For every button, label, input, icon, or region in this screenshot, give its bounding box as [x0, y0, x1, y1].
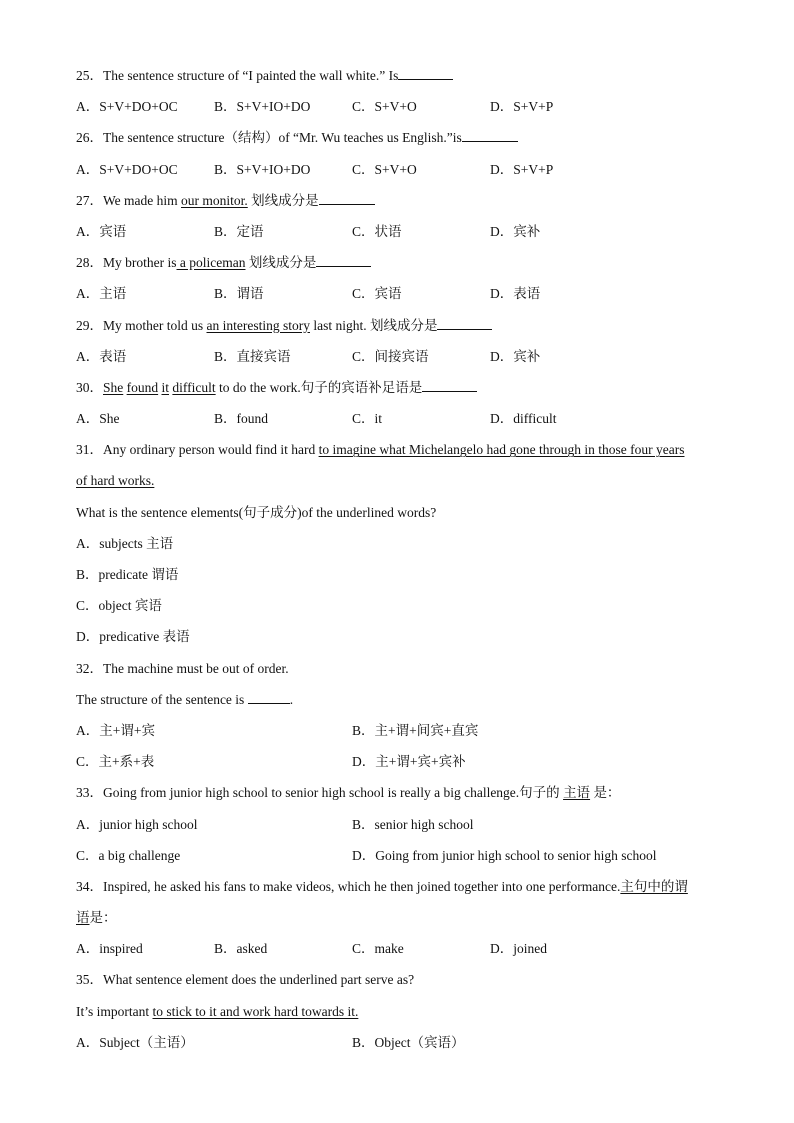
- question-number: 30．: [76, 379, 103, 395]
- option-c[interactable]: C．主+系+表: [76, 754, 155, 770]
- underlined-subject: She: [103, 379, 124, 395]
- question-28: [76, 247, 726, 278]
- underlined-part: a policeman: [176, 255, 246, 271]
- option-b[interactable]: B．predicate 谓语: [76, 567, 179, 582]
- options-25: [76, 91, 726, 122]
- options-34: [76, 933, 726, 964]
- underlined-part: 主语: [563, 785, 591, 801]
- options-28: [76, 278, 726, 309]
- option-c[interactable]: C．make: [352, 941, 404, 957]
- option-d[interactable]: D．宾补: [490, 223, 541, 239]
- option-b[interactable]: B．S+V+IO+DO: [214, 161, 311, 177]
- question-30: [76, 372, 726, 403]
- option-b[interactable]: B．asked: [214, 941, 268, 957]
- underlined-part: our monitor.: [181, 192, 248, 208]
- question-number: 28．: [76, 255, 103, 271]
- question-text: Inspired, he asked his fans to make videos, which he then joined together into one performance.: [103, 878, 621, 894]
- option-a[interactable]: A．表语: [76, 348, 127, 364]
- underlined-part-continued: of hard works.: [76, 473, 155, 489]
- option-a[interactable]: A．宾语: [76, 223, 127, 239]
- options-33-row1: [76, 809, 726, 840]
- question-31: [76, 434, 726, 465]
- option-c[interactable]: C．宾语: [352, 286, 402, 302]
- option-b[interactable]: B．Object（宾语）: [352, 1034, 465, 1050]
- options-33-row2: [76, 840, 726, 871]
- question-text: My brother is: [103, 255, 177, 271]
- option-c[interactable]: C．object 宾语: [76, 598, 162, 614]
- underlined-part: to stick to it and work hard towards it.: [152, 1003, 359, 1019]
- option-d[interactable]: D．表语: [490, 286, 541, 302]
- option-a[interactable]: A．subjects 主语: [76, 535, 174, 551]
- option-31-d[interactable]: [76, 621, 726, 652]
- question-number: 33．: [76, 785, 103, 801]
- question-text-tail: last night. 划线成分是: [309, 317, 438, 333]
- prompt-text: What is the sentence elements(句子成分)of the underlined words?: [76, 504, 437, 520]
- answer-blank[interactable]: [437, 315, 492, 330]
- option-a[interactable]: A．S+V+DO+OC: [76, 161, 178, 177]
- options-29: [76, 341, 726, 372]
- question-34: [76, 871, 726, 902]
- option-a[interactable]: A．junior high school: [76, 816, 198, 832]
- question-text-tail: 划线成分是: [247, 192, 319, 208]
- option-a[interactable]: A．inspired: [76, 941, 143, 957]
- question-text-tail: 划线成分是: [245, 255, 317, 271]
- option-31-c[interactable]: [76, 590, 726, 621]
- option-c[interactable]: C．状语: [352, 223, 402, 239]
- question-text-tail: to do the work.句子的宾语补足语是: [215, 379, 423, 395]
- question-text-tail: 是：: [590, 785, 621, 801]
- question-number: 34．: [76, 878, 103, 894]
- worksheet: [76, 60, 726, 1058]
- underlined-verb: found: [126, 379, 159, 395]
- question-number: 29．: [76, 317, 103, 333]
- option-31-a[interactable]: [76, 528, 726, 559]
- answer-blank[interactable]: [398, 65, 453, 80]
- question-26: [76, 122, 726, 153]
- question-text: Going from junior high school to senior high school is really a big challenge.句子的: [103, 785, 564, 801]
- option-a[interactable]: A．S+V+DO+OC: [76, 99, 178, 115]
- question-text: We made him: [103, 192, 182, 208]
- option-d[interactable]: D．difficult: [490, 411, 557, 427]
- question-number: 25．: [76, 68, 103, 83]
- option-c[interactable]: C．S+V+O: [352, 161, 417, 177]
- option-d[interactable]: D．宾补: [490, 348, 541, 364]
- question-27: [76, 185, 726, 216]
- option-b[interactable]: B．谓语: [214, 286, 264, 302]
- question-35: [76, 964, 726, 995]
- option-a[interactable]: A．She: [76, 411, 120, 427]
- option-a[interactable]: A．主+谓+宾: [76, 722, 155, 738]
- question-33: [76, 777, 726, 808]
- question-25: [76, 60, 726, 91]
- option-d[interactable]: D．S+V+P: [490, 161, 554, 177]
- question-number: 32．: [76, 660, 103, 676]
- option-d[interactable]: D．predicative 表语: [76, 629, 190, 645]
- question-32-prompt: The structure of the sentence is .: [76, 684, 726, 715]
- underlined-complement: difficult: [172, 379, 216, 395]
- prompt-text: The structure of the sentence is: [76, 691, 248, 707]
- question-text: Any ordinary person would find it hard: [103, 442, 319, 458]
- options-32-row1: [76, 715, 726, 746]
- answer-blank[interactable]: [319, 190, 375, 205]
- question-29: [76, 310, 726, 341]
- option-d[interactable]: D．Going from junior high school to senior high school: [352, 847, 657, 863]
- question-31-continued: [76, 465, 726, 496]
- question-number: 26．: [76, 130, 103, 146]
- question-text: The sentence structure of “I painted the wall white.” Is: [103, 68, 399, 83]
- option-31-b[interactable]: [76, 559, 726, 590]
- underlined-part: an interesting story: [206, 317, 310, 333]
- question-text: What sentence element does the underlined part serve as?: [103, 972, 415, 988]
- option-d[interactable]: D．主+谓+宾+宾补: [352, 754, 466, 770]
- option-c[interactable]: C．it: [352, 411, 383, 427]
- option-a[interactable]: A．Subject（主语）: [76, 1034, 194, 1050]
- option-b[interactable]: B．主+谓+间宾+直宾: [352, 722, 479, 738]
- answer-blank[interactable]: [422, 377, 477, 392]
- question-32: [76, 653, 726, 684]
- question-number: 35．: [76, 972, 103, 988]
- option-b[interactable]: B．直接宾语: [214, 348, 291, 364]
- option-b[interactable]: B．定语: [214, 223, 264, 239]
- option-d[interactable]: D．S+V+P: [490, 99, 554, 115]
- options-26: [76, 154, 726, 185]
- option-a[interactable]: A．主语: [76, 286, 127, 302]
- option-c[interactable]: C．a big challenge: [76, 847, 181, 863]
- question-text: My mother told us: [103, 317, 207, 333]
- question-34-continued: [76, 902, 726, 933]
- option-d[interactable]: D．joined: [490, 941, 547, 957]
- underlined-part: 主句中的谓: [620, 878, 688, 894]
- underlined-object: it: [161, 379, 170, 395]
- sentence-text: It’s important: [76, 1003, 153, 1019]
- options-35: [76, 1027, 726, 1058]
- option-b[interactable]: B．found: [214, 411, 268, 427]
- options-27: [76, 216, 726, 247]
- answer-blank[interactable]: [316, 252, 371, 267]
- option-b[interactable]: B．S+V+IO+DO: [214, 99, 311, 115]
- underlined-part: to imagine what Michelangelo had gone through in those four years: [318, 442, 685, 458]
- question-text: The sentence structure（结构）of “Mr. Wu teaches us English.”is: [103, 130, 462, 146]
- answer-blank[interactable]: [462, 127, 518, 142]
- underlined-part-continued: 语: [76, 910, 90, 926]
- option-c[interactable]: C．间接宾语: [352, 348, 429, 364]
- question-text-tail: 是：: [89, 910, 117, 926]
- answer-blank[interactable]: [248, 689, 290, 704]
- options-32-row2: [76, 746, 726, 777]
- question-number: 31．: [76, 442, 103, 458]
- question-text: The machine must be out of order.: [103, 660, 289, 676]
- option-b[interactable]: B．senior high school: [352, 816, 474, 832]
- option-c[interactable]: C．S+V+O: [352, 99, 417, 115]
- question-35-sentence: [76, 996, 726, 1027]
- question-31-prompt: [76, 497, 726, 528]
- question-number: 27．: [76, 192, 103, 208]
- options-30: [76, 403, 726, 434]
